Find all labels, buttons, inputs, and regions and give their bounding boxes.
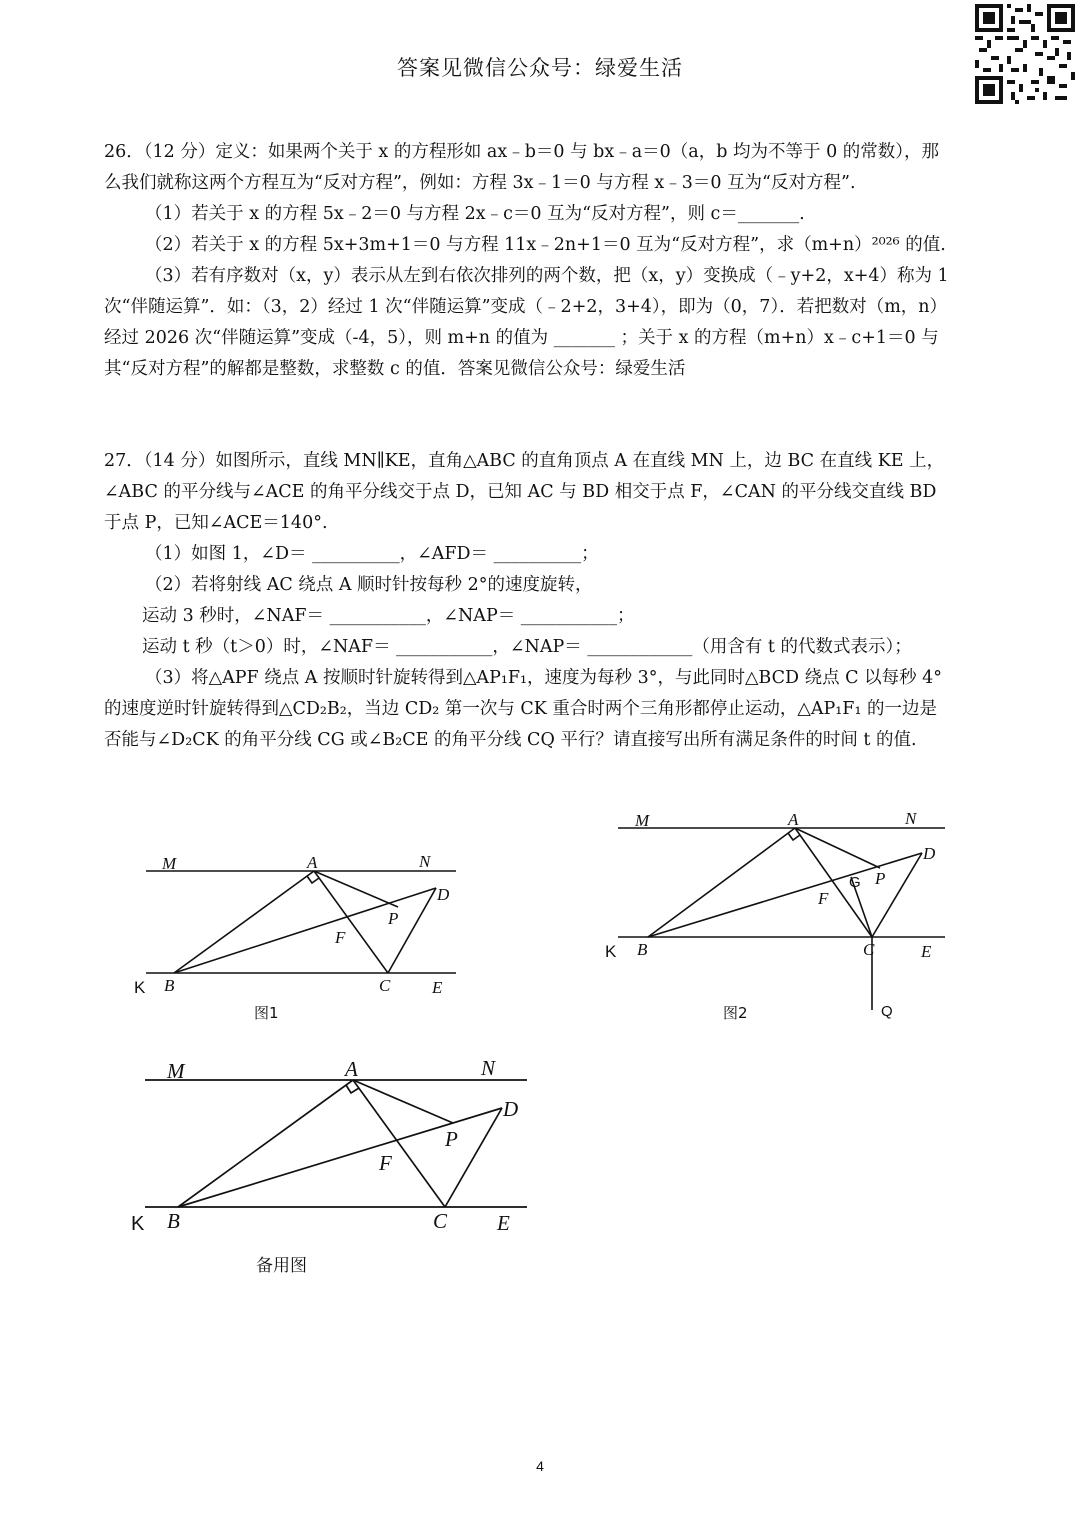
label-p: P <box>875 869 886 888</box>
label-c: C <box>863 940 875 959</box>
label-b: B <box>167 1209 180 1233</box>
q27-line-9: 的速度逆时针旋转得到△CD₂B₂，当边 CD₂ 第一次与 CK 重合时两个三角形都停止运动，△AP₁F₁ 的一边是 <box>104 699 938 719</box>
q27-part-3: （3）将△APF 绕点 A 按顺时针旋转得到△AP₁F₁，速度为每秒 3°，与此同时△BCD 绕点 C 以每秒 4° <box>145 668 943 688</box>
ray-ap <box>795 828 880 868</box>
figure-backup-caption: 备用图 <box>256 1256 307 1276</box>
label-d: D <box>437 885 450 904</box>
figure-backup <box>125 1050 535 1235</box>
label-n: N <box>905 809 917 828</box>
q27-part-2: （2）若将射线 AC 绕点 A 顺时针按每秒 2°的速度旋转， <box>145 575 593 595</box>
label-f: F <box>335 928 346 947</box>
figure-1 <box>120 840 480 1000</box>
label-m: M <box>635 811 650 830</box>
label-g: G <box>849 874 861 891</box>
q27-line-3: 于点 P，已知∠ACE＝140°. <box>104 513 328 533</box>
label-b: B <box>637 940 648 959</box>
figure-2-caption: 图2 <box>723 1004 748 1022</box>
q26-part-1: （1）若关于 x 的方程 5x﹣2＝0 与方程 2x﹣c＝0 互为“反对方程”，则 c＝_______. <box>145 204 805 224</box>
line-bd <box>174 888 436 973</box>
label-c: C <box>433 1209 448 1233</box>
q26-part-3: （3）若有序数对（x，y）表示从左到右依次排列的两个数，把（x，y）变换成（﹣y+2，x+4）称为 1 <box>145 266 949 286</box>
figure-2 <box>595 805 955 1020</box>
side-ab <box>648 828 795 937</box>
label-p: P <box>388 909 399 928</box>
q26-line-7: 经过 2026 次“伴随运算”变成（-4，5），则 m+n 的值为 _______ ；关于 x 的方程（m+n）x﹣c+1＝0 与 <box>104 328 939 348</box>
q27-part-2b: 运动 t 秒（t＞0）时，∠NAF＝ ___________，∠NAP＝ ____________（用含有 t 的代数式表示）； <box>142 637 912 657</box>
label-e: E <box>432 978 443 997</box>
q27-part-1: （1）如图 1，∠D＝ __________，∠AFD＝ __________； <box>145 544 599 564</box>
label-f: F <box>379 1151 392 1175</box>
label-m: M <box>162 854 177 873</box>
line-bd <box>648 853 922 937</box>
right-angle-mark <box>788 833 800 840</box>
q27-line-1: 27．（14 分）如图所示，直线 MN∥KE，直角△ABC 的直角顶点 A 在直线 MN 上，边 BC 在直线 KE 上， <box>104 451 945 471</box>
q26-line-8: 其“反对方程”的解都是整数，求整数 c 的值．答案见微信公众号：绿爱生活 <box>104 359 686 379</box>
label-f: F <box>818 889 829 908</box>
label-q: Q <box>881 1003 893 1020</box>
q27-line-10: 否能与∠D₂CK 的角平分线 CG 或∠B₂CE 的角平分线 CQ 平行？请直接写出所有满足条件的时间 t 的值. <box>104 730 917 750</box>
label-n: N <box>481 1056 496 1080</box>
label-k: K <box>605 942 617 961</box>
side-ab <box>178 1080 353 1207</box>
label-e: E <box>921 942 932 961</box>
label-a: A <box>788 810 799 829</box>
label-d: D <box>503 1097 519 1121</box>
label-p: P <box>445 1127 458 1151</box>
label-e: E <box>497 1211 510 1235</box>
label-a: A <box>345 1057 358 1081</box>
q26-line-1: 26．（12 分）定义：如果两个关于 x 的方程形如 ax﹣b＝0 与 bx﹣a＝0（a，b 均为不等于 0 的常数），那 <box>104 142 940 162</box>
side-ab <box>174 871 314 973</box>
label-n: N <box>419 852 431 871</box>
label-k: K <box>134 978 146 997</box>
page-number: 4 <box>536 1458 544 1474</box>
page-header: 答案见微信公众号：绿爱生活 <box>397 56 683 80</box>
label-d: D <box>923 844 936 863</box>
q27-part-2a: 运动 3 秒时，∠NAF＝ ___________，∠NAP＝ ___________； <box>142 606 635 626</box>
label-b: B <box>164 976 175 995</box>
label-k: K <box>131 1213 145 1235</box>
figure-1-caption: 图1 <box>254 1004 279 1022</box>
right-angle-mark <box>307 876 319 883</box>
q27-line-2: ∠ABC 的平分线与∠ACE 的角平分线交于点 D，已知 AC 与 BD 相交于点 F，∠CAN 的平分线交直线 BD <box>104 482 937 502</box>
q26-line-2: 么我们就称这两个方程互为“反对方程”，例如：方程 3x﹣1＝0 与方程 x﹣3＝0 互为“反对方程”. <box>104 173 856 193</box>
q26-line-6: 次“伴随运算”．如：（3，2）经过 1 次“伴随运算”变成（﹣2+2，3+4），即为（0，7）．若把数对（m，n） <box>104 297 948 317</box>
q26-part-2: （2）若关于 x 的方程 5x+3m+1＝0 与方程 11x﹣2n+1＝0 互为“反对方程”，求（m+n）²⁰²⁶ 的值. <box>145 235 946 255</box>
label-c: C <box>379 976 391 995</box>
label-a: A <box>307 853 318 872</box>
qr-code-icon <box>975 4 1075 104</box>
label-m: M <box>167 1059 185 1083</box>
